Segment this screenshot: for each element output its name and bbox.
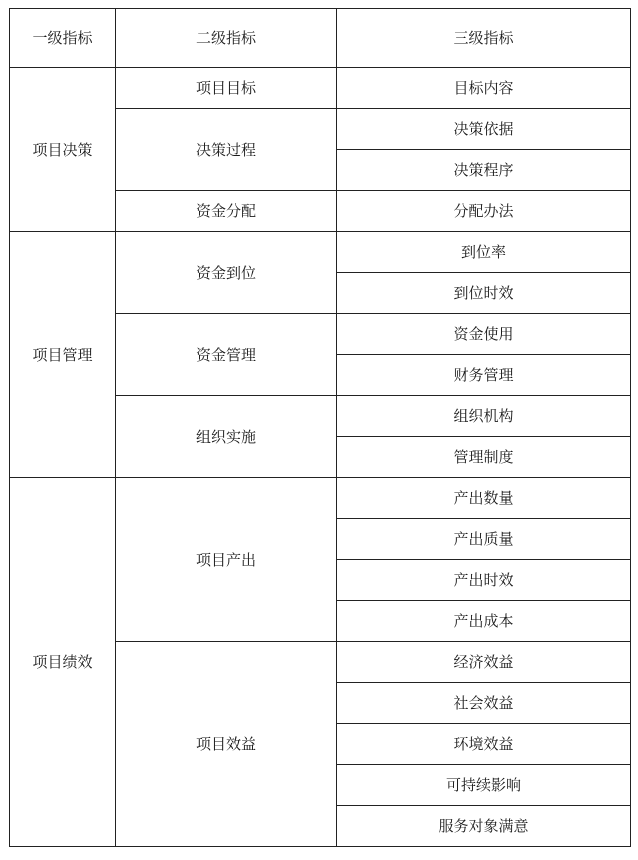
- level3-cell: 产出质量: [337, 519, 631, 560]
- table-row: [10, 232, 631, 273]
- level1-cell: 项目管理: [10, 232, 116, 478]
- header-row: [10, 9, 631, 68]
- table-row: [10, 478, 631, 519]
- indicator-table: [9, 8, 631, 847]
- level3-cell: 决策程序: [337, 150, 631, 191]
- level3-cell: 环境效益: [337, 724, 631, 765]
- header-level2: 二级指标: [116, 9, 337, 68]
- level2-cell: 项目目标: [116, 68, 337, 109]
- level2-cell: 资金到位: [116, 232, 337, 314]
- level3-cell: 社会效益: [337, 683, 631, 724]
- level3-cell: 目标内容: [337, 68, 631, 109]
- level3-cell: 服务对象满意: [337, 806, 631, 847]
- level3-cell: 到位率: [337, 232, 631, 273]
- level3-cell: 组织机构: [337, 396, 631, 437]
- header-level3: 三级指标: [337, 9, 631, 68]
- level3-cell: 分配办法: [337, 191, 631, 232]
- level3-cell: 财务管理: [337, 355, 631, 396]
- level3-cell: 决策依据: [337, 109, 631, 150]
- level2-cell: 资金分配: [116, 191, 337, 232]
- header-level1: 一级指标: [10, 9, 116, 68]
- table-header: [10, 9, 631, 68]
- level2-cell: 项目产出: [116, 478, 337, 642]
- level3-cell: 管理制度: [337, 437, 631, 478]
- table-row: [10, 68, 631, 109]
- table-body: [10, 68, 631, 847]
- level2-cell: 资金管理: [116, 314, 337, 396]
- level3-cell: 经济效益: [337, 642, 631, 683]
- level3-cell: 产出成本: [337, 601, 631, 642]
- level3-cell: 到位时效: [337, 273, 631, 314]
- level3-cell: 资金使用: [337, 314, 631, 355]
- level1-cell: 项目绩效: [10, 478, 116, 847]
- level3-cell: 产出数量: [337, 478, 631, 519]
- level2-cell: 项目效益: [116, 642, 337, 847]
- level2-cell: 组织实施: [116, 396, 337, 478]
- level3-cell: 产出时效: [337, 560, 631, 601]
- level2-cell: 决策过程: [116, 109, 337, 191]
- level1-cell: 项目决策: [10, 68, 116, 232]
- level3-cell: 可持续影响: [337, 765, 631, 806]
